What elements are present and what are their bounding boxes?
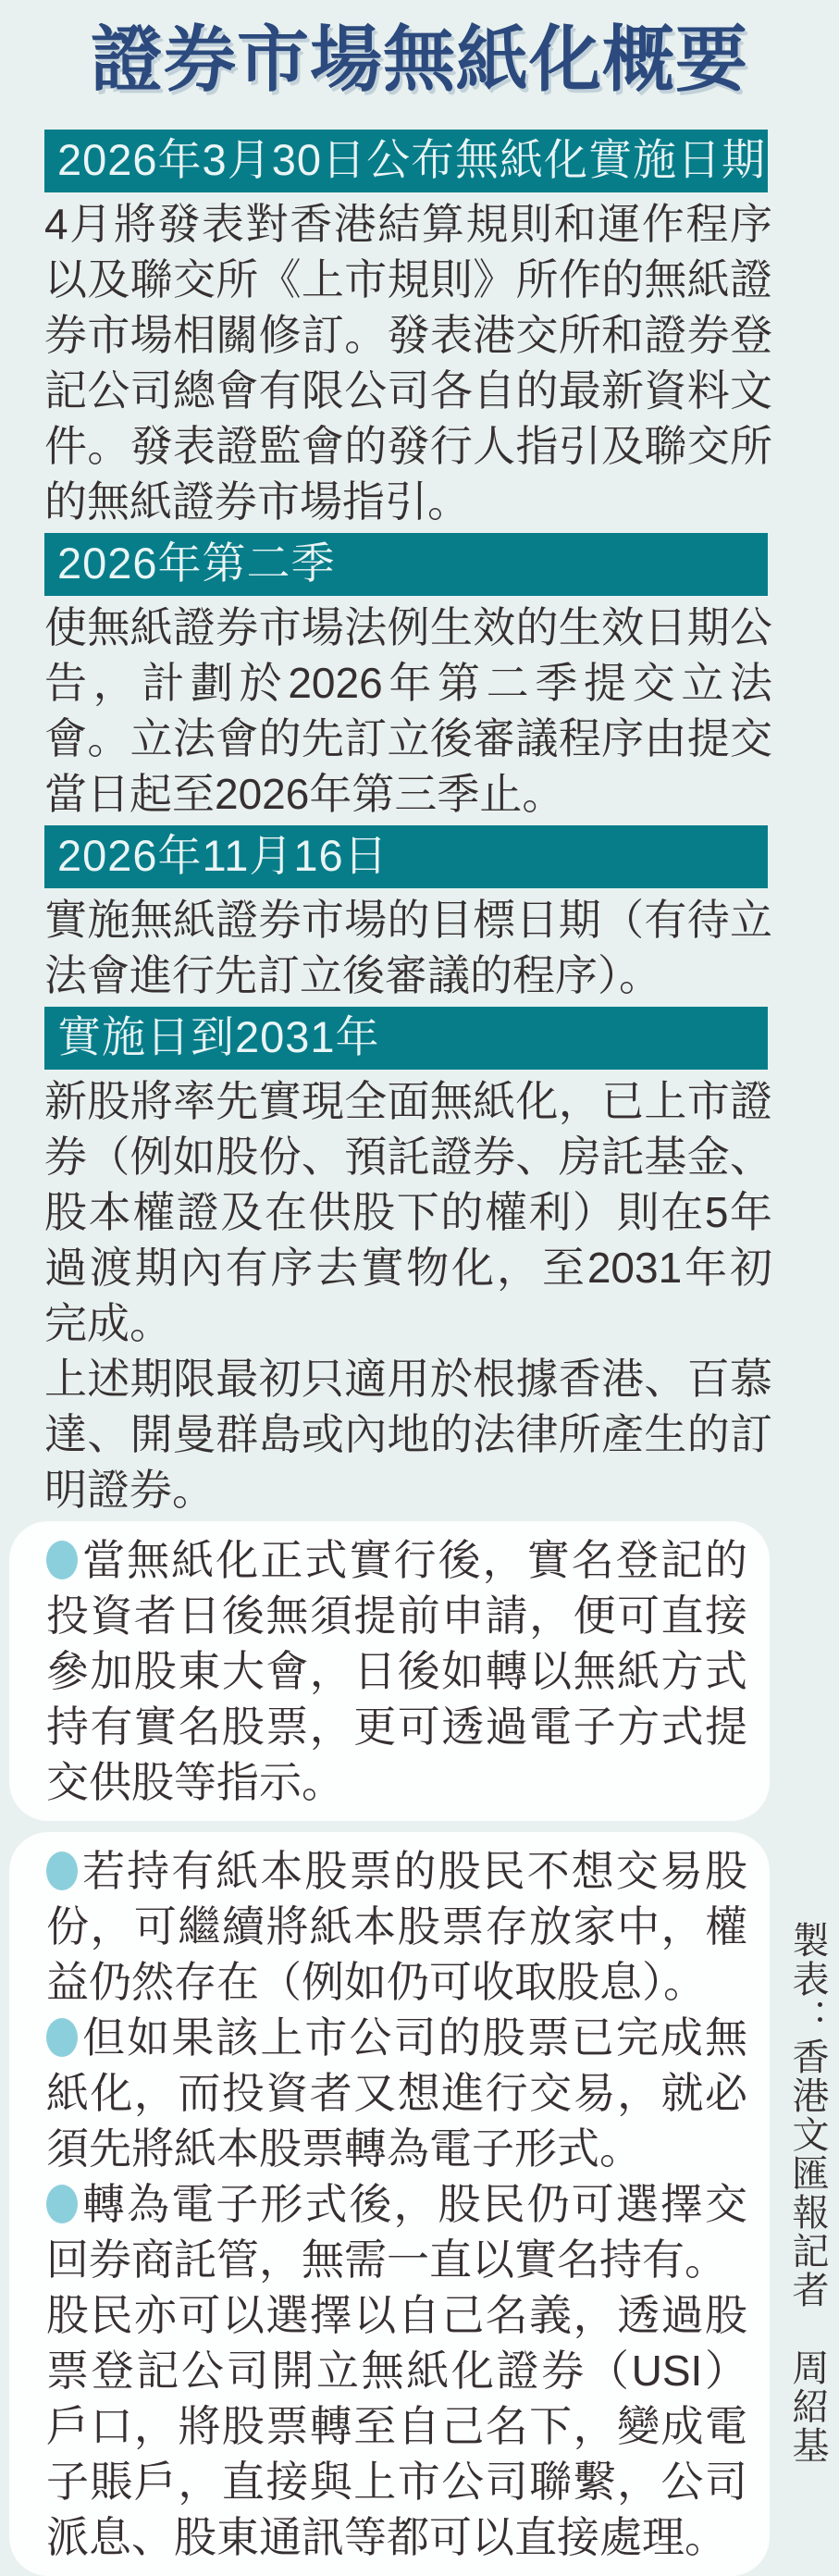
info-card-shareholder-meeting xyxy=(9,1521,770,1821)
paragraph: 新股將率先實現全面無紙化，已上市證券（例如股份、預託證券、房託基金、股本權證及在供股下的權利）則在5年過渡期內有序去實物化，至2031年初完成。 xyxy=(44,1077,772,1347)
plain-item xyxy=(46,2287,747,2565)
bullet-item-text: 但如果該上市公司的股票已完成無紙化，而投資者又想進行交易，就必須先將紙本股票轉為電子形式。 xyxy=(46,2013,747,2173)
bullet-item-text: 當無紙化正式實行後，實名登記的投資者日後無須提前申請，便可直接參加股東大會，日後如轉以無紙方式持有實名股票，更可透過電子方式提交供股等指示。 xyxy=(46,1536,747,1806)
bullet-item-text: 若持有紙本股票的股民不想交易股份，可繼續將紙本股票存放家中，權益仍然存在（例如仍可收取股息）。 xyxy=(46,1847,747,2006)
paragraph: 4月將發表對香港結算規則和運作程序以及聯交所《上市規則》所作的無紙證券市場相關修訂。發表港交所和證券登記公司總會有限公司各自的最新資料文件。發表證監會的發行人指引及聯交所的無紙證券市場指引。 xyxy=(44,200,772,526)
bullet-item xyxy=(46,1843,747,2010)
bullet-item xyxy=(46,2010,747,2176)
paragraph: 使無紙證券市場法例生效的生效日期公告，計劃於2026年第二季提交立法會。立法會的先訂立後審議程序由提交當日起至2026年第三季止。 xyxy=(44,603,772,818)
section-body-to-2031 xyxy=(44,1073,772,1517)
bullet-dot-icon xyxy=(46,1541,78,1579)
info-card-paper-shares xyxy=(9,1832,770,2576)
section-header-2026-q2: 2026年第二季 xyxy=(44,533,768,596)
plain-item-text: 股民亦可以選擇以自己名義，透過股票登記公司開立無紙化證券（USI）戶口，將股票轉至自己名下，變成電子賬戶，直接與上市公司聯繫，公司派息、股東通訊等都可以直接處理。 xyxy=(46,2291,747,2561)
bullet-item xyxy=(46,2176,747,2287)
section-body-announce-date xyxy=(44,196,772,529)
section-header-to-2031: 實施日到2031年 xyxy=(44,1007,768,1070)
credit-byline: 製表：香港文匯報記者 周紹基 xyxy=(787,1921,828,2465)
bullet-item-text: 轉為電子形式後，股民仍可選擇交回券商託管，無需一直以實名持有。 xyxy=(46,2180,747,2284)
bullet-item xyxy=(46,1532,747,1810)
paragraph: 上述期限最初只適用於根據香港、百慕達、開曼群島或內地的法律所產生的訂明證券。 xyxy=(44,1355,772,1514)
bullet-dot-icon xyxy=(46,2185,78,2223)
paragraph: 實施無紙證券市場的目標日期（有待立法會進行先訂立後審議的程序）。 xyxy=(44,896,772,999)
section-header-announce-date: 2026年3月30日公布無紙化實施日期 xyxy=(44,130,768,192)
page-title: 證券市場無紙化概要 xyxy=(90,19,748,100)
bullet-dot-icon xyxy=(46,1852,78,1890)
section-body-2026-11-16 xyxy=(44,892,772,1003)
section-header-2026-11-16: 2026年11月16日 xyxy=(44,825,768,888)
section-body-2026-q2 xyxy=(44,600,772,822)
bullet-dot-icon xyxy=(46,2018,78,2057)
